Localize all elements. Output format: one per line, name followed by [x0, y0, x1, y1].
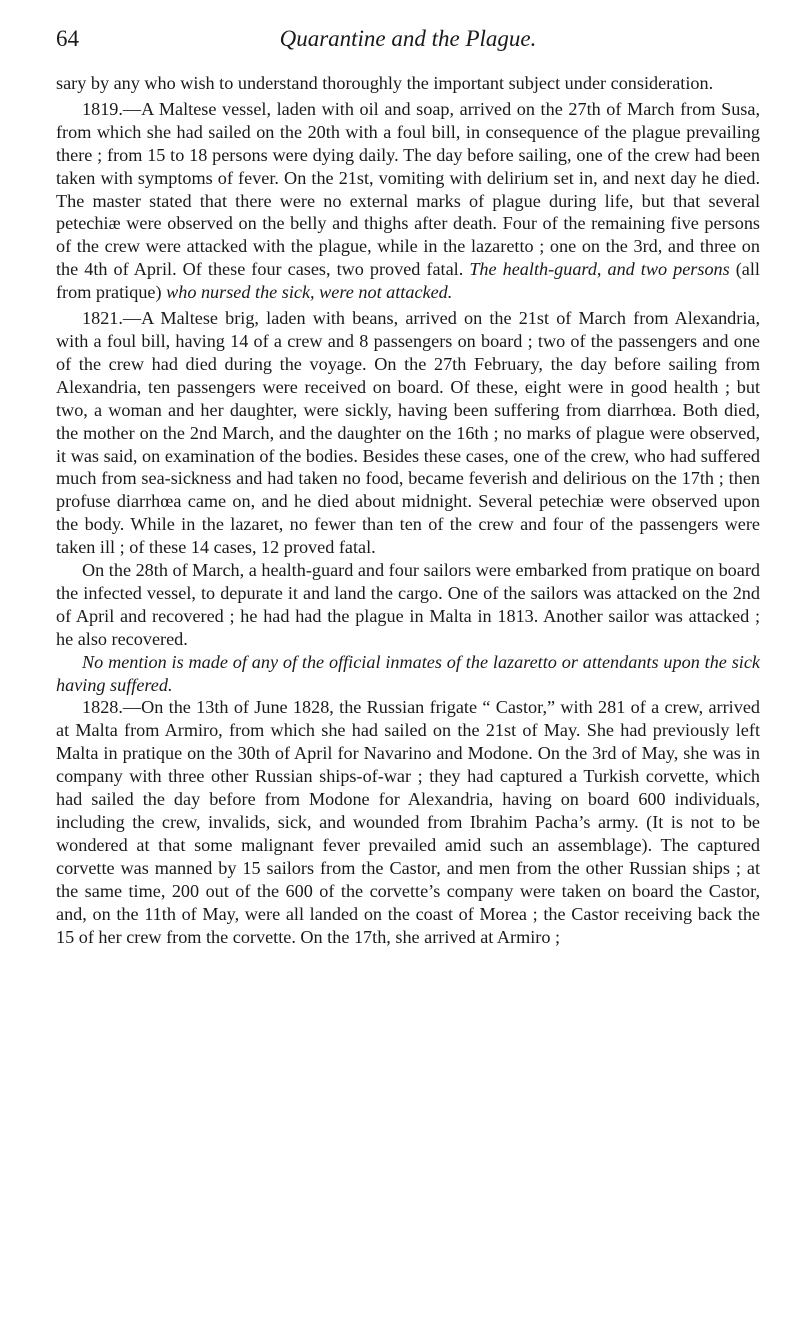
- page-number: 64: [56, 26, 79, 51]
- italic-text: No mention is made of any of the official inmates of the lazaretto or attendants upon the sick having suffered.: [56, 651, 760, 695]
- italic-text: who nursed the sick, were not attacked.: [166, 282, 453, 303]
- paragraph-text: On the 28th of March, a health-guard and four sailors were embarked from pratique on board the infected vessel, to depurate it and land the cargo. One of the sailors was attacked on the 2nd of April and recovered ; he had had the plague in Malta in 1813. Another sailor was attacked ; he also recovered.: [56, 560, 760, 649]
- paragraph-no-mention: [56, 651, 760, 697]
- body-text: [56, 72, 760, 948]
- year-heading: 1819.: [82, 98, 123, 119]
- italic-text: The health-guard, and two persons: [469, 259, 730, 280]
- year-heading: 1821.: [82, 308, 123, 329]
- paragraph-health-guard: [56, 559, 760, 651]
- paragraph-continuation: [56, 72, 760, 95]
- paragraph-text: (all from pratique): [56, 259, 760, 303]
- paragraph-1828: [56, 696, 760, 948]
- paragraph-text: —On the 13th of June 1828, the Russian frigate “ Castor,” with 281 of a crew, arrived at Malta from Armiro, from which she had sailed on the 21st of May. She had previously left Malta in pratique on the 30th of April for Navarino and Modone. On the 3rd of May, she was in company with three other Russian ships-of-war ; they had captured a Turkish corvette, which had sailed the day before from Modone for Alexandria, having on board 600 individuals, including the crew, invalids, sick, and wounded from Ibrahim Pacha’s army. (It is not to be wondered at that some malignant fever prevailed amid such an assemblage). The captured corvette was manned by 15 sailors from the Castor, and men from the other Russian ships ; at the same time, 200 out of the 600 of the corvette’s company were taken on board the Castor, and, on the 11th of May, were all landed on the coast of Morea ; the Castor receiving back the 15 of her crew from the corvette. On the 17th, she arrived at Armiro ;: [56, 697, 760, 947]
- paragraph-text: —A Maltese brig, laden with beans, arrived on the 21st of March from Alexandria, with a foul bill, having 14 of a crew and 8 passengers on board ; two of the passengers and one of the crew had died during the voyage. On the 27th February, the day before sailing from Alexandria, ten passengers were received on board. Of these, eight were in good health ; but two, a woman and her daughter, were sickly, having been suffering from diarrhœa. Both died, the mother on the 2nd March, and the daughter on the 16th ; no marks of plague were observed, it was said, on examination of the bodies. Besides these cases, one of the crew, who had suffered much from sea-sickness and had taken no food, became feverish and delirious on the 17th ; then profuse diarrhœa came on, and he died about midnight. Several petechiæ were observed upon the body. While in the lazaret, no fewer than ten of the crew and four of the passengers were taken ill ; of these 14 cases, 12 proved fatal.: [56, 308, 760, 558]
- page-header: [56, 22, 760, 62]
- paragraph-1819: [56, 98, 760, 304]
- running-title: Quarantine and the Plague.: [279, 26, 537, 51]
- paragraph-1821: [56, 307, 760, 559]
- paragraph-text: —A Maltese vessel, laden with oil and soap, arrived on the 27th of March from Susa, from which she had sailed on the 20th with a foul bill, in consequence of the plague prevailing there ; from 15 to 18 persons were dying daily. The day before sailing, one of the crew had been taken with symptoms of fever. On the 21st, vomiting with delirium set in, and next day he died. The master stated that there were no external marks of plague during life, but that several petechiæ were observed on the belly and thighs after death. Four of the remaining five persons of the crew were attacked with the plague, while in the lazaretto ; one on the 3rd, and three on the 4th of April. Of these four cases, two proved fatal.: [56, 98, 760, 280]
- year-heading: 1828.: [82, 697, 123, 718]
- paragraph-text: sary by any who wish to understand thoroughly the important subject under consideration.: [56, 73, 714, 93]
